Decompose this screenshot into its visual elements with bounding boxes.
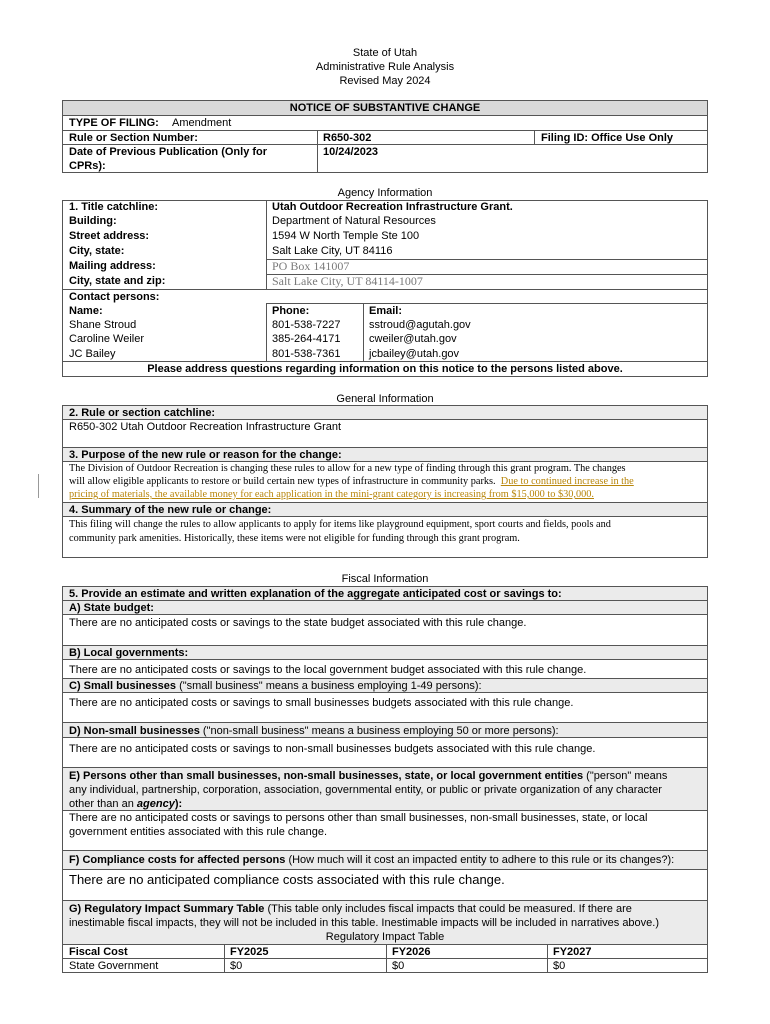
persons-text-1: There are no anticipated costs or savings to persons other than small businesses, non-small businesses, state, or local	[69, 812, 648, 824]
local-gov-label: B) Local governments:	[69, 647, 189, 659]
contact-name: JC Bailey	[69, 348, 116, 360]
doc-revised: Revised May 2024	[339, 75, 431, 87]
title-catchline-value: Utah Outdoor Recreation Infrastructure Grant.	[272, 201, 513, 213]
persons-paren: ("person" means	[586, 770, 668, 782]
impact-paren: (This table only includes fiscal impacts that could be measured. If there are	[267, 903, 632, 915]
contact-col-phone: Phone:	[272, 305, 310, 317]
non-small-biz-paren: ("non-small business" means a business employing 50 or more persons):	[202, 725, 559, 737]
city-value: Salt Lake City, UT 84116	[272, 245, 393, 257]
contact-phone: 385-264-4171	[272, 333, 341, 345]
small-biz-text: There are no anticipated costs or savings to small businesses budgets associated with this rule change.	[69, 697, 574, 709]
change-bar	[38, 474, 39, 498]
impact-label: G) Regulatory Impact Summary Table	[69, 903, 265, 915]
building-value: Department of Natural Resources	[272, 215, 436, 227]
prev-pub-label-1: Date of Previous Publication (Only for	[69, 146, 268, 158]
city-zip-value: Salt Lake City, UT 84114-1007	[272, 274, 423, 288]
s4-line1: This filing will change the rules to allow applicants to apply for items like playground equipment, sport courts and fields, pools and	[69, 519, 611, 530]
table-header-cell: FY2025	[230, 946, 269, 958]
s4-line2: community park amenities. Historically, these items were not eligible for funding through this grant program.	[69, 533, 520, 544]
street-value: 1594 W North Temple Ste 100	[272, 230, 420, 242]
persons-agency: agency	[136, 798, 175, 810]
s5-label: 5. Provide an estimate and written explanation of the aggregate anticipated cost or savings to:	[69, 588, 562, 600]
non-small-biz-heading	[69, 724, 559, 738]
building-label: Building:	[69, 215, 117, 227]
notice-title: NOTICE OF SUBSTANTIVE CHANGE	[289, 102, 481, 114]
table-cell: $0	[553, 960, 566, 972]
table-header-cell: FY2026	[392, 946, 431, 958]
impact-table-title: Regulatory Impact Table	[325, 931, 445, 943]
fiscal-title: Fiscal Information	[341, 573, 429, 585]
title-catchline-label: 1. Title catchline:	[69, 201, 159, 213]
persons-label: E) Persons other than small businesses, non-small businesses, state, or local government entities	[69, 770, 584, 782]
contact-persons-label: Contact persons:	[69, 291, 160, 303]
filing-type-label: TYPE OF FILING:	[69, 117, 159, 129]
street-label: Street address:	[69, 230, 150, 242]
s3-line2a: will allow eligible applicants to restore or build certain new types of infrastructure in community parks.	[69, 476, 496, 487]
filing-id: Filing ID: Office Use Only	[541, 132, 674, 144]
non-small-biz-text: There are no anticipated costs or savings to non-small businesses budgets associated with this rule change.	[69, 743, 596, 755]
contact-email[interactable]: cweiler@utah.gov	[369, 333, 457, 345]
contact-phone: 801-538-7227	[272, 319, 341, 331]
contact-email[interactable]: jcbailey@utah.gov	[369, 348, 460, 360]
city-label: City, state:	[69, 245, 125, 257]
table-header-cell: FY2027	[553, 946, 592, 958]
table-cell: $0	[230, 960, 243, 972]
rule-number-label: Rule or Section Number:	[69, 132, 198, 144]
table-cell: State Government	[69, 960, 159, 972]
compliance-heading	[69, 853, 674, 867]
compliance-label: F) Compliance costs for affected persons	[69, 854, 286, 866]
contact-col-name: Name:	[69, 305, 103, 317]
contact-phone: 801-538-7361	[272, 348, 341, 360]
persons-line3a: other than an	[69, 798, 134, 810]
state-budget-text: There are no anticipated costs or savings to the state budget associated with this rule change.	[69, 617, 527, 629]
contact-name: Caroline Weiler	[69, 333, 144, 345]
persons-line2: any individual, partnership, corporation, association, governmental entity, or public or private organization of any character	[69, 784, 662, 796]
s3-line1: The Division of Outdoor Recreation is changing these rules to allow for a new type of finding through this grant program. The changes	[69, 463, 626, 474]
contact-note: Please address questions regarding information on this notice to the persons listed above.	[147, 363, 623, 375]
s2-label: 2. Rule or section catchline:	[69, 407, 216, 419]
prev-pub-label-2: CPRs):	[69, 160, 106, 172]
persons-line3	[69, 797, 182, 811]
mailing-value: PO Box 141007	[272, 259, 350, 273]
compliance-text: There are no anticipated compliance costs associated with this rule change.	[69, 872, 505, 887]
persons-line3c: ):	[174, 798, 183, 810]
s2-text: R650-302 Utah Outdoor Recreation Infrastructure Grant	[69, 421, 342, 433]
local-gov-text: There are no anticipated costs or savings to the local government budget associated with this rule change.	[69, 664, 587, 676]
small-biz-heading	[69, 679, 482, 693]
city-zip-label: City, state and zip:	[69, 275, 166, 287]
doc-state: State of Utah	[352, 47, 418, 59]
s3-line3: pricing of materials, the available money for each application in the mini-grant category is increasing from $15,000 to $30,000.	[69, 489, 594, 500]
table-cell: $0	[392, 960, 405, 972]
small-biz-label: C) Small businesses	[69, 680, 176, 692]
general-title: General Information	[336, 393, 434, 405]
s3-line2	[69, 475, 634, 489]
contact-email[interactable]: sstroud@agutah.gov	[369, 319, 471, 331]
s3-line2b: Due to continued increase in the	[500, 476, 634, 487]
mailing-label: Mailing address:	[69, 260, 156, 272]
small-biz-paren: ("small business" means a business employing 1-49 persons):	[179, 680, 482, 692]
non-small-biz-label: D) Non-small businesses	[69, 725, 200, 737]
contact-name: Shane Stroud	[69, 319, 137, 331]
filing-type-value: Amendment	[172, 117, 232, 129]
doc-title: Administrative Rule Analysis	[315, 61, 455, 73]
contact-col-email: Email:	[369, 305, 403, 317]
persons-text-2: government entities associated with this rule change.	[69, 826, 328, 838]
agency-title: Agency Information	[337, 187, 433, 199]
persons-heading	[69, 769, 667, 783]
compliance-paren: (How much will it cost an impacted entity to adhere to this rule or its changes?):	[288, 854, 675, 866]
s4-label: 4. Summary of the new rule or change:	[69, 504, 272, 516]
s3-label: 3. Purpose of the new rule or reason for the change:	[69, 449, 342, 461]
impact-line2: inestimable fiscal impacts, they will not be included in this table. Inestimable impacts will be included in narratives above.)	[69, 917, 660, 929]
impact-heading	[69, 902, 632, 916]
state-budget-label: A) State budget:	[69, 602, 154, 614]
prev-pub-value: 10/24/2023	[323, 146, 379, 158]
table-header-cell: Fiscal Cost	[69, 946, 128, 958]
rule-number-value: R650-302	[323, 132, 372, 144]
